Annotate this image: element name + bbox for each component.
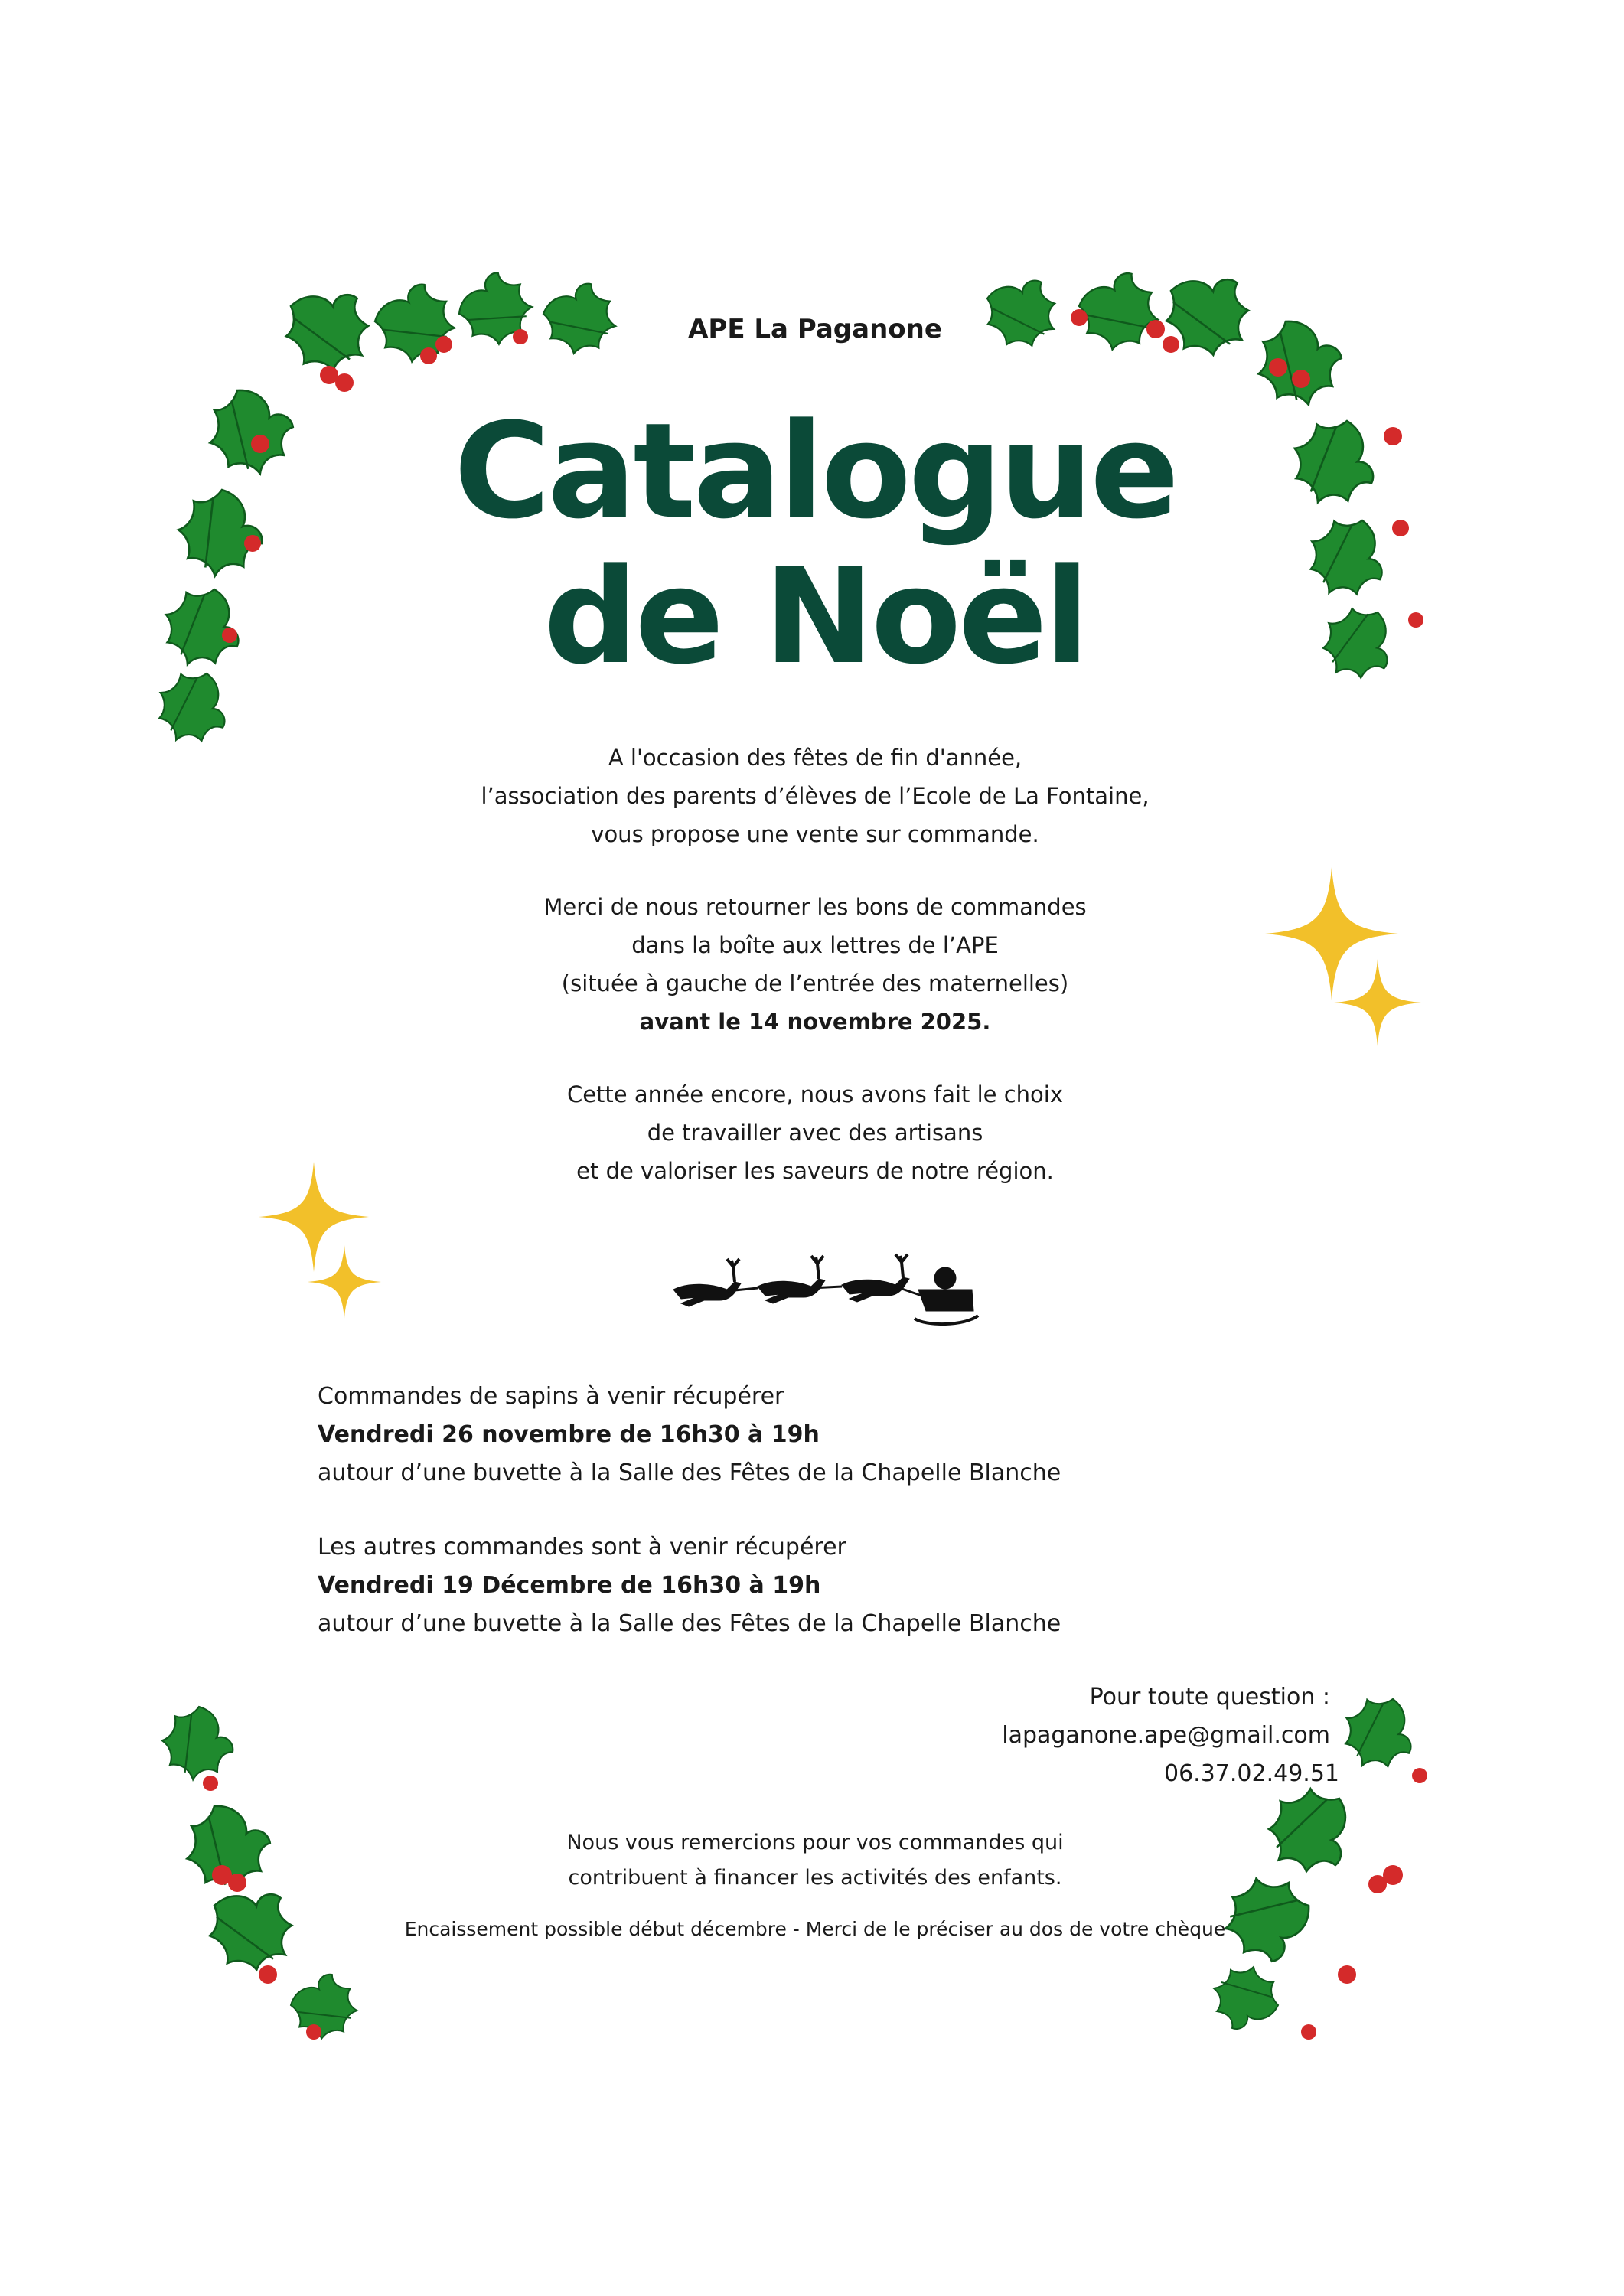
- contact-block: [1002, 1678, 1339, 1793]
- pickup-trees: [318, 1378, 1061, 1492]
- thanks-line: contribuent à financer les activités des enfants.: [568, 1866, 1062, 1890]
- pickup-place: autour d’une buvette à la Salle des Fêtes de la Chapelle Blanche: [318, 1610, 1061, 1637]
- pickup-others: [318, 1528, 1061, 1643]
- catalogue-page: [199, 276, 1431, 2036]
- pickup-intro: Commandes de sapins à venir récupérer: [318, 1383, 784, 1410]
- sleigh-icon: [658, 1236, 980, 1336]
- pickup-place: autour d’une buvette à la Salle des Fêtes de la Chapelle Blanche: [318, 1459, 1061, 1486]
- order-deadline: avant le 14 novembre 2025.: [639, 1009, 991, 1035]
- thanks-message: [199, 1825, 1431, 1896]
- organization-name: APE La Paganone: [688, 314, 942, 344]
- contact-email[interactable]: lapaganone.ape@gmail.com: [1002, 1722, 1330, 1749]
- contact-label: Pour toute question :: [1089, 1684, 1330, 1711]
- intro-line: et de valoriser les saveurs de notre région.: [576, 1158, 1054, 1184]
- intro-line: A l'occasion des fêtes de fin d'année,: [608, 745, 1022, 771]
- pickup-date: Vendredi 26 novembre de 16h30 à 19h: [318, 1421, 820, 1448]
- pickup-date: Vendredi 19 Décembre de 16h30 à 19h: [318, 1572, 821, 1599]
- intro-paragraph-1: [199, 739, 1431, 853]
- intro-line: (située à gauche de l’entrée des maternelles): [561, 970, 1069, 996]
- intro-line: Cette année encore, nous avons fait le choix: [566, 1081, 1064, 1107]
- page-title-line1: Catalogue: [454, 394, 1176, 548]
- intro-line: dans la boîte aux lettres de l’APE: [631, 932, 999, 958]
- intro-line: l’association des parents d’élèves de l’Ecole de La Fontaine,: [481, 783, 1150, 809]
- intro-line: Merci de nous retourner les bons de commandes: [543, 894, 1087, 920]
- sparkle-icon: [302, 1240, 386, 1324]
- contact-phone[interactable]: 06.37.02.49.51: [1163, 1760, 1339, 1787]
- page-title-line2: de Noël: [543, 540, 1087, 693]
- thanks-line: Nous vous remercions pour vos commandes qui: [566, 1831, 1064, 1854]
- intro-line: vous propose une vente sur commande.: [591, 821, 1039, 847]
- pickup-intro: Les autres commandes sont à venir récupérer: [318, 1534, 846, 1561]
- intro-line: de travailler avec des artisans: [647, 1120, 983, 1146]
- intro-paragraph-3: [199, 1075, 1431, 1190]
- intro-paragraph-2: [199, 888, 1431, 1041]
- payment-note: Encaissement possible début décembre - Merci de le préciser au dos de votre chèque: [404, 1918, 1226, 1940]
